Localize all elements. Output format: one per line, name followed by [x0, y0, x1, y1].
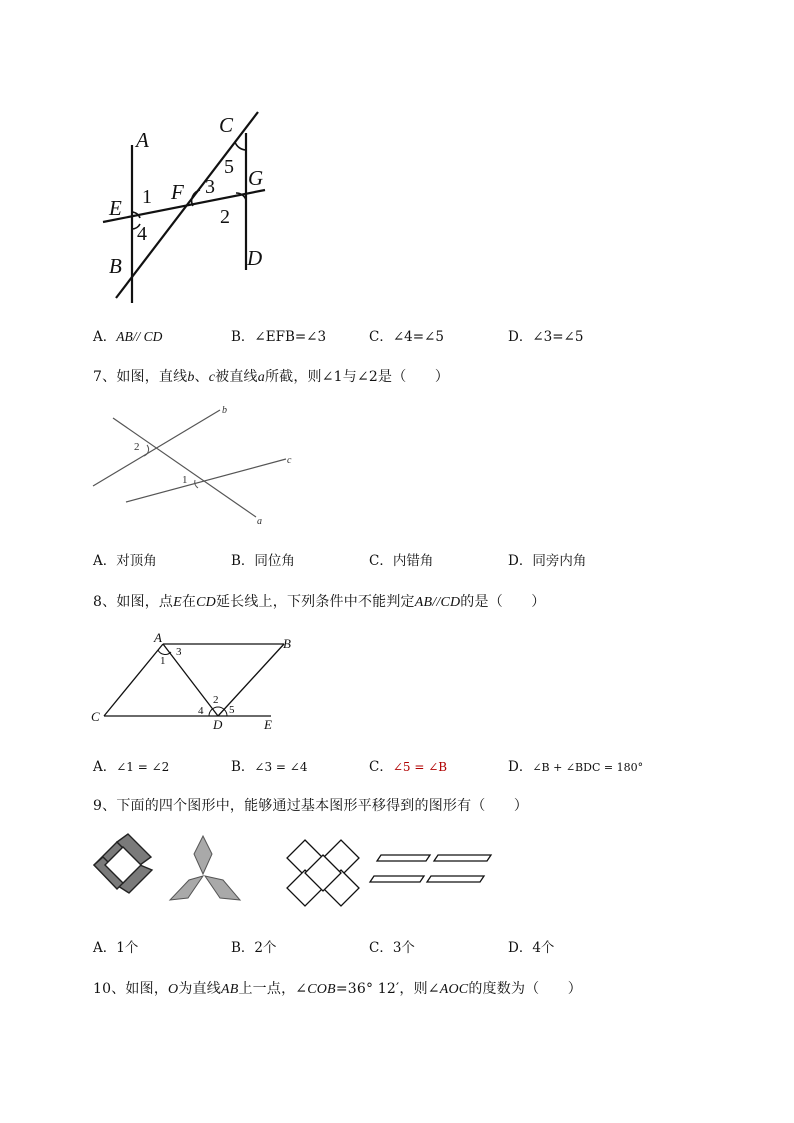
q9-option-c: C．3个 [369, 940, 415, 956]
label-D: D [247, 246, 263, 270]
arc-angle-5 [235, 142, 246, 150]
label-a: a [257, 516, 262, 527]
figure-3-cross-squares [287, 840, 359, 906]
segment-ac [104, 644, 163, 716]
q6-option-a: A．AB// CD [93, 329, 163, 345]
label-c: c [287, 455, 292, 466]
label-E: E [109, 196, 122, 220]
angle-label-3: 3 [176, 646, 182, 658]
angle-label-2: 2 [220, 206, 230, 228]
q8-option-d: D．∠B + ∠BDC = 180° [508, 759, 644, 775]
q7-option-a: A．对顶角 [93, 553, 157, 569]
q8-figure [88, 630, 293, 735]
q7-option-d: D．同旁内角 [508, 553, 587, 569]
angle-label-5: 5 [224, 156, 234, 178]
angle-label-2: 2 [134, 441, 140, 453]
q9-figures [90, 830, 500, 910]
arc-angle-2 [144, 445, 149, 456]
label-G: G [248, 166, 264, 190]
label-C: C [91, 709, 100, 724]
angle-label-1: 1 [142, 186, 152, 208]
angle-label-5: 5 [229, 704, 235, 716]
q7-stem: 7、如图，直线b、c被直线a所截，则∠1与∠2是（ ） [93, 369, 450, 385]
figure-1-rotated-squares [94, 834, 152, 893]
figure-4-parallelograms [370, 855, 491, 882]
label-A: A [136, 128, 149, 152]
q6-figure [95, 105, 285, 305]
line-c [126, 459, 286, 502]
label-A: A [154, 630, 162, 645]
angle-label-3: 3 [205, 176, 215, 198]
segment-ad [163, 644, 218, 716]
segment-bd [218, 644, 284, 716]
q9-option-b: B．2个 [231, 940, 277, 956]
q7-option-b: B．同位角 [231, 553, 295, 569]
q9-option-a: A．1个 [93, 940, 139, 956]
label-F: F [171, 180, 184, 204]
q6-option-d: D．∠3=∠5 [508, 329, 584, 345]
q7-figure [90, 400, 305, 530]
label-D: D [213, 717, 223, 732]
label-E: E [264, 717, 272, 732]
label-B: B [109, 254, 122, 278]
q7-option-c: C．内错角 [369, 553, 434, 569]
angle-label-4: 4 [137, 223, 147, 245]
q6-option-b: B．∠EFB=∠3 [231, 329, 327, 345]
q8-stem: 8、如图，点E在CD延长线上，下列条件中不能判定AB//CD的是（ ） [93, 594, 546, 610]
q8-option-a: A．∠1 = ∠2 [93, 759, 170, 775]
line-a [113, 418, 256, 517]
label-B: B [283, 636, 291, 651]
q9-stem: 9、下面的四个图形中，能够通过基本图形平移得到的图形有（ ） [93, 798, 529, 814]
label-C: C [219, 113, 234, 137]
angle-label-2: 2 [213, 694, 219, 706]
angle-label-1: 1 [160, 655, 166, 667]
q6-option-c: C．∠4=∠5 [369, 329, 444, 345]
q8-option-c: C．∠5 = ∠B [369, 759, 448, 775]
q8-option-b: B．∠3 = ∠4 [231, 759, 308, 775]
angle-label-4: 4 [198, 705, 204, 717]
q9-option-d: D．4个 [508, 940, 555, 956]
angle-label-1: 1 [182, 474, 188, 486]
q10-stem: 10、如图，O为直线AB上一点，∠COB=36° 12′，则∠AOC的度数为（ ） [93, 981, 582, 997]
arc-angle-1 [195, 480, 198, 488]
figure-2-three-rhombi [170, 836, 240, 900]
label-b: b [222, 405, 227, 416]
